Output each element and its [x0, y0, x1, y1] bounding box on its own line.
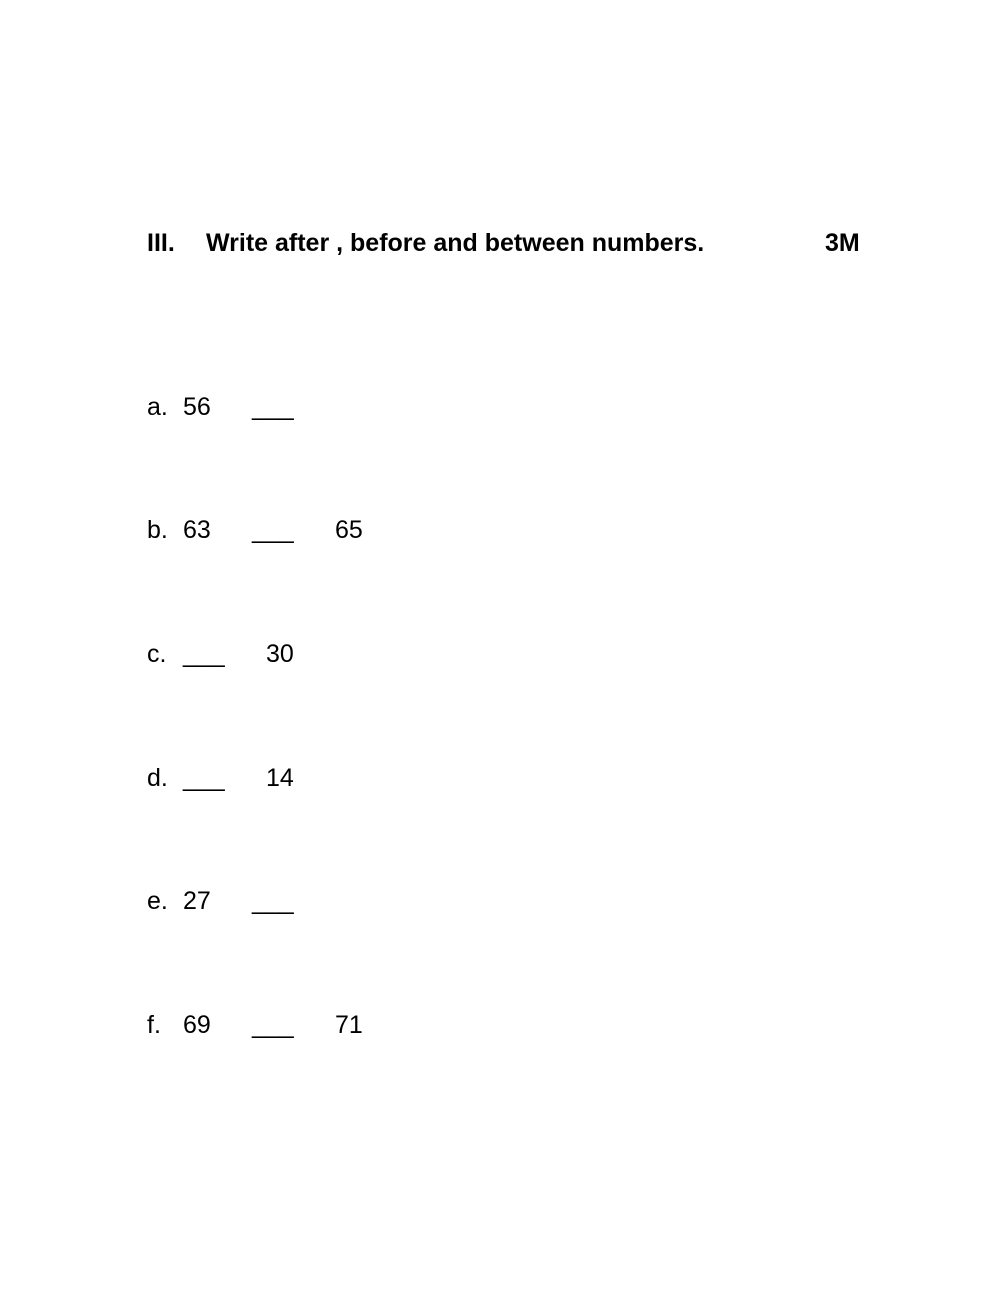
item-label: c. — [147, 640, 167, 668]
item-label: b. — [147, 516, 168, 544]
list-item-d — [147, 761, 547, 795]
item-label: d. — [147, 764, 168, 792]
question-marks: 3M — [825, 229, 860, 257]
list-item-b — [147, 513, 547, 547]
answer-blank: ___ — [183, 764, 225, 792]
item-number: 27 — [183, 887, 211, 915]
answer-blank: ___ — [252, 1011, 294, 1039]
item-number: 69 — [183, 1011, 211, 1039]
item-number: 56 — [183, 393, 211, 421]
answer-blank: ___ — [252, 516, 294, 544]
item-label: a. — [147, 393, 168, 421]
answer-blank: ___ — [183, 640, 225, 668]
item-number: 63 — [183, 516, 211, 544]
answer-blank: ___ — [252, 393, 294, 421]
item-number: 71 — [335, 1011, 363, 1039]
list-item-a — [147, 390, 547, 424]
item-label: f. — [147, 1011, 161, 1039]
item-number: 30 — [266, 640, 294, 668]
question-text: Write after , before and between numbers. — [206, 229, 705, 257]
list-item-c — [147, 637, 547, 671]
list-item-e — [147, 884, 547, 918]
item-number: 65 — [335, 516, 363, 544]
answer-blank: ___ — [252, 887, 294, 915]
question-number: III. — [147, 229, 175, 257]
item-number: 14 — [266, 764, 294, 792]
question-heading — [147, 226, 877, 260]
item-label: e. — [147, 887, 168, 915]
list-item-f — [147, 1008, 547, 1042]
